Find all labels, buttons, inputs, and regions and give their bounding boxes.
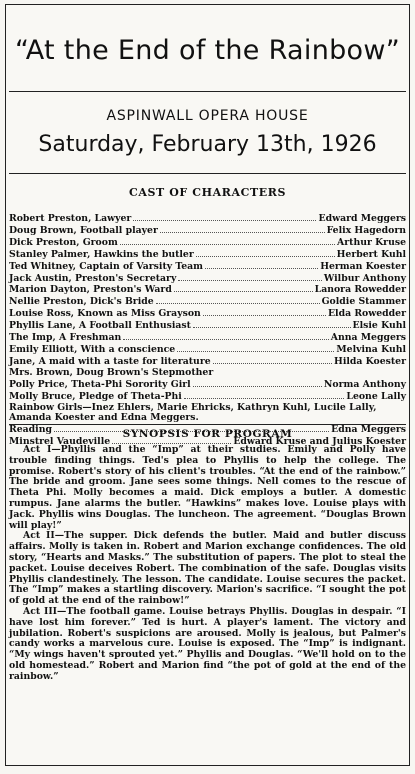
cast-row xyxy=(9,273,406,285)
leader-dots xyxy=(203,308,326,316)
cast-row xyxy=(9,379,406,391)
cast-actor: Arthur Kruse xyxy=(337,236,406,248)
cast-actor: Edward Kruse and Julius Koester xyxy=(233,436,406,448)
cast-row xyxy=(9,332,406,344)
rainbow-girls-list: Rainbow Girls—Inez Ehlers, Marie Ehricks, Kathryn Kuhl, Lucile Lally, Amanda Koester and Edna Meggers. xyxy=(9,401,377,424)
leader-dots xyxy=(193,320,351,328)
cast-role: Minstrel Vaudeville xyxy=(9,436,111,448)
program-page xyxy=(5,4,410,766)
cast-row xyxy=(9,308,406,320)
cast-actor: Felix Hagedorn xyxy=(326,224,406,236)
cast-role: Robert Preston, Lawyer xyxy=(9,213,132,224)
cast-actor: Herman Koester xyxy=(320,260,406,272)
cast-role: Doug Brown, Football player xyxy=(9,224,158,236)
date-divider xyxy=(9,173,406,174)
cast-role: Louise Ross, Known as Miss Grayson xyxy=(9,308,201,320)
cast-row xyxy=(9,237,406,249)
cast-row xyxy=(9,261,406,273)
cast-actor: Hilda Koester xyxy=(334,355,406,367)
cast-role: Polly Price, Theta-Phi Sorority Girl xyxy=(9,378,191,390)
cast-role: Ted Whitney, Captain of Varsity Team xyxy=(9,260,204,272)
cast-role: Mrs. Brown, Doug Brown's Stepmother xyxy=(9,366,214,378)
cast-heading: CAST OF CHARACTERS xyxy=(128,186,287,199)
cast-actor: Lanora Rowedder xyxy=(314,284,406,296)
cast-role: Reading xyxy=(9,424,52,436)
leader-dots xyxy=(120,237,335,245)
synopsis-body xyxy=(9,445,406,683)
leader-dots xyxy=(184,391,345,399)
performance-date: Saturday, February 13th, 1926 xyxy=(38,132,377,157)
leader-dots xyxy=(205,261,318,269)
leader-dots xyxy=(193,379,322,387)
cast-actor: Edna Meggers xyxy=(331,424,406,436)
leader-dots xyxy=(160,225,325,233)
leader-dots xyxy=(177,344,334,352)
cast-role: Nellie Preston, Dick's Bride xyxy=(9,296,154,308)
cast-actor: Norma Anthony xyxy=(323,378,406,390)
cast-role: Phyllis Lane, A Football Enthusiast xyxy=(9,320,191,332)
cast-actor: Leone Lally xyxy=(346,390,406,402)
cast-row xyxy=(9,391,406,403)
cast-row xyxy=(9,225,406,237)
cast-role: Jane, A maid with a taste for literature xyxy=(9,355,211,367)
cast-row xyxy=(9,320,406,332)
play-title: “At the End of the Rainbow” xyxy=(14,35,401,66)
leader-dots xyxy=(213,356,332,364)
cast-role: Emily Elliott, With a conscience xyxy=(9,343,176,355)
cast-actor: Elda Rowedder xyxy=(327,308,406,320)
cast-actor: Elsie Kuhl xyxy=(352,320,406,332)
leader-dots xyxy=(133,213,316,221)
cast-actor: Melvina Kuhl xyxy=(336,343,406,355)
synopsis-act-2: Act II—The supper. Dick defends the butler. Maid and butler discuss affairs. Molly is taken in. Robert and Marion exchange confidences. The old story, “Hearts and Masks.” The substitution of papers. The plot to steal the packet. Louise deceives Robert. The combination of the safe. Douglas visits Phyllis clandestinely. The lesson. The candidate. Louise secures the packet. The “Imp” makes a startling discovery. Marion's sacrifice. “I sought the pot of gold at the end of the rainbow!” xyxy=(9,530,406,607)
cast-role: Molly Bruce, Pledge of Theta-Phi xyxy=(9,390,182,402)
cast-actor: Goldie Stammer xyxy=(321,296,406,308)
cast-row xyxy=(9,249,406,261)
cast-row xyxy=(9,368,406,379)
synopsis-heading: SYNOPSIS FOR PROGRAM xyxy=(122,428,293,440)
cast-role: Jack Austin, Preston's Secretary xyxy=(9,272,177,284)
cast-row xyxy=(9,296,406,308)
synopsis-divider xyxy=(9,424,406,425)
synopsis-act-1: Act I—Phyllis and the “Imp” at their studies. Emily and Polly have trouble finding things. Ted's plea to Phyllis to help the college. The promise. Robert's story of his client's troubles. “At the end of the rainbow.” The bride and groom. Jane sees some things. Nell comes to the rescue of Theta Phi. Molly becomes a maid. Dick employs a butler. A domestic rumpus. Jane alarms the butler. “Hawkins” makes love. Louise plays with Jack. Phyllis wins Douglas. The luncheon. The agreement. “Douglas Brown will play!” xyxy=(9,444,406,531)
cast-actor: Herbert Kuhl xyxy=(336,248,406,260)
cast-row xyxy=(9,344,406,356)
title-divider xyxy=(9,91,406,92)
cast-list xyxy=(9,213,406,448)
cast-role: Marion Dayton, Preston's Ward xyxy=(9,284,172,296)
venue-name: ASPINWALL OPERA HOUSE xyxy=(106,108,309,124)
cast-role: Dick Preston, Groom xyxy=(9,236,118,248)
leader-dots xyxy=(156,296,320,304)
leader-dots xyxy=(178,273,322,281)
cast-row xyxy=(9,356,406,368)
leader-dots xyxy=(174,284,313,292)
cast-row xyxy=(9,284,406,296)
leader-dots xyxy=(123,332,328,340)
cast-actor: Edward Meggers xyxy=(318,213,406,224)
cast-row xyxy=(9,213,406,225)
leader-dots xyxy=(196,249,335,257)
cast-role: The Imp, A Freshman xyxy=(9,332,122,344)
cast-role: Stanley Palmer, Hawkins the butler xyxy=(9,248,194,260)
cast-actor: Anna Meggers xyxy=(330,332,406,344)
cast-actor: Wilbur Anthony xyxy=(323,272,406,284)
synopsis-act-3: Act III—The football game. Louise betrays Phyllis. Douglas in despair. “I have lost him forever.” Ted is hurt. A player's lament. The victory and jubilation. Robert's suspicions are aroused. Molly is jealous, but Palmer's candy works a marvelous cure. Louise is exposed. The “Imp” is indignant. “My wings haven't sprouted yet.” Phyllis and Douglas. “We'll hold on to the old homestead.” Robert and Marion find “the pot of gold at the end of the rainbow.” xyxy=(9,605,406,682)
